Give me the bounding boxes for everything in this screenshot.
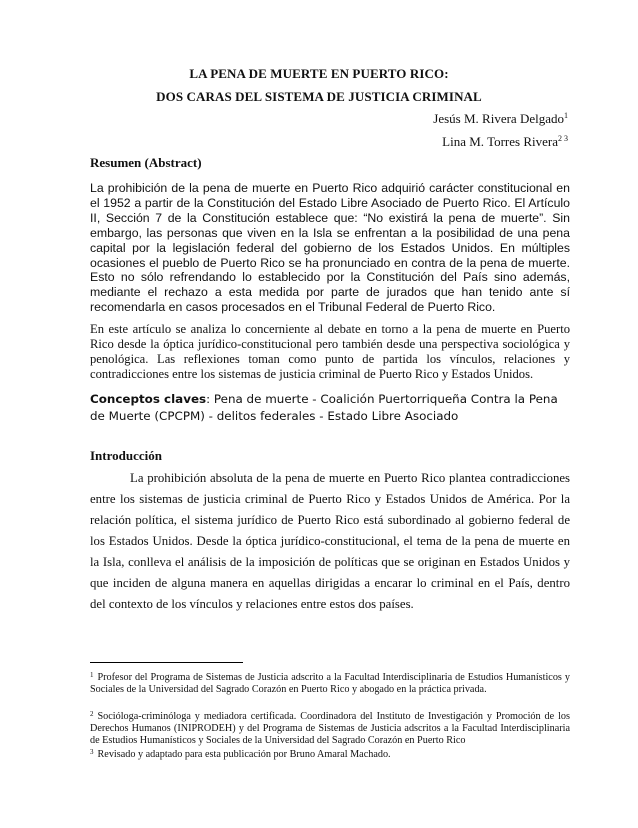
footnote-3-text: Revisado y adaptado para esta publicación por Bruno Amaral Machado. [97,749,391,760]
author-1-footnote-mark: 1 [564,111,568,120]
key-concepts-label: Conceptos claves [90,392,207,406]
author-2-footnote-marks: 2 3 [558,134,568,143]
footnote-2 [90,708,570,747]
footnote-1 [90,669,570,696]
footnote-separator [90,662,243,663]
footnote-1-text: Profesor del Programa de Sistemas de Justicia adscrito a la Facultad Interdisciplinaria de Estudios Humanísticos y Sociales de la Universidad del Sagrado Corazón en Puerto Rico y abogado en la práctica privada. [90,672,570,696]
introduction-paragraph: La prohibición absoluta de la pena de muerte en Puerto Rico plantea contradicciones entre los sistemas de justicia criminal de Puerto Rico y Estados Unidos de América. Por la relación política, el sistema jurídico de Puerto Rico está subordinado al gobierno federal de los Estados Unidos. Desde la óptica jurídico-constitucional, el tema de la pena de muerte en la Isla, conlleva el análisis de la imposición de políticas que se originan en Estados Unidos y que inciden de alguna manera en aquellas dirigidas a encarar lo criminal en el País, dentro del contexto de los vínculos y relaciones entre estos dos países. [90,471,570,611]
abstract-paragraph-1: La prohibición de la pena de muerte en Puerto Rico adquirió carácter constitucional en el 1952 a partir de la Constitución del Estado Libre Asociado de Puerto Rico. El Artículo II, Sección 7 de la Constitución establece que: “No existirá la pena de muerte”. Sin embargo, las personas que viven en la Isla se enfrentan a la posibilidad de una pena capital por la legislación federal del gobierno de los Estados Unidos. En múltiples ocasiones el pueblo de Puerto Rico se ha pronunciado en contra de la pena de muerte. Esto no sólo refrendando lo establecido por la Constitución del País sino además, mediante el rechazo a esta medida por parte de jurados que han tenido ante sí recomendarla en casos procesados en el Tribunal Federal de Puerto Rico. [90,181,570,315]
title-line-2: DOS CARAS DEL SISTEMA DE JUSTICIA CRIMINAL [156,89,482,104]
author-2 [442,134,568,150]
author-1-name: Jesús M. Rivera Delgado [433,111,564,126]
title-line-1: LA PENA DE MUERTE EN PUERTO RICO: [189,66,449,81]
key-concepts-text: : Pena de muerte - Coalición Puertorriqueña Contra la Pena de Muerte (CPCPM) - delitos federales - Estado Libre Asociado [90,392,558,423]
key-concepts [90,391,575,424]
footnote-1-mark: 1 [90,671,94,679]
abstract-heading: Resumen (Abstract) [90,155,202,170]
introduction-heading: Introducción [90,448,162,463]
footnote-2-mark: 2 [90,710,94,718]
footnote-3 [90,746,570,761]
author-2-name: Lina M. Torres Rivera [442,134,558,149]
abstract-paragraph-2: En este artículo se analiza lo concerniente al debate en torno a la pena de muerte en Puerto Rico desde la óptica jurídico-constitucional pero también desde una perspectiva sociológica y penológica. Las reflexiones toman como punto de partida los vínculos, relaciones y contradicciones entre los sistemas de justicia criminal de Puerto Rico y Estados Unidos. [90,322,570,381]
footnote-3-mark: 3 [90,748,94,756]
footnote-2-text: Socióloga-criminóloga y mediadora certificada. Coordinadora del Instituto de Investigación y Promoción de los Derechos Humanos (INIPRODEH) y del Programa de Sistemas de Justicia adscritos a la Facultad Interdisciplinaria de Estudios Humanísticos y Sociales de la Universidad del Sagrado Corazón en Puerto Rico [90,711,570,747]
author-1 [433,111,568,127]
